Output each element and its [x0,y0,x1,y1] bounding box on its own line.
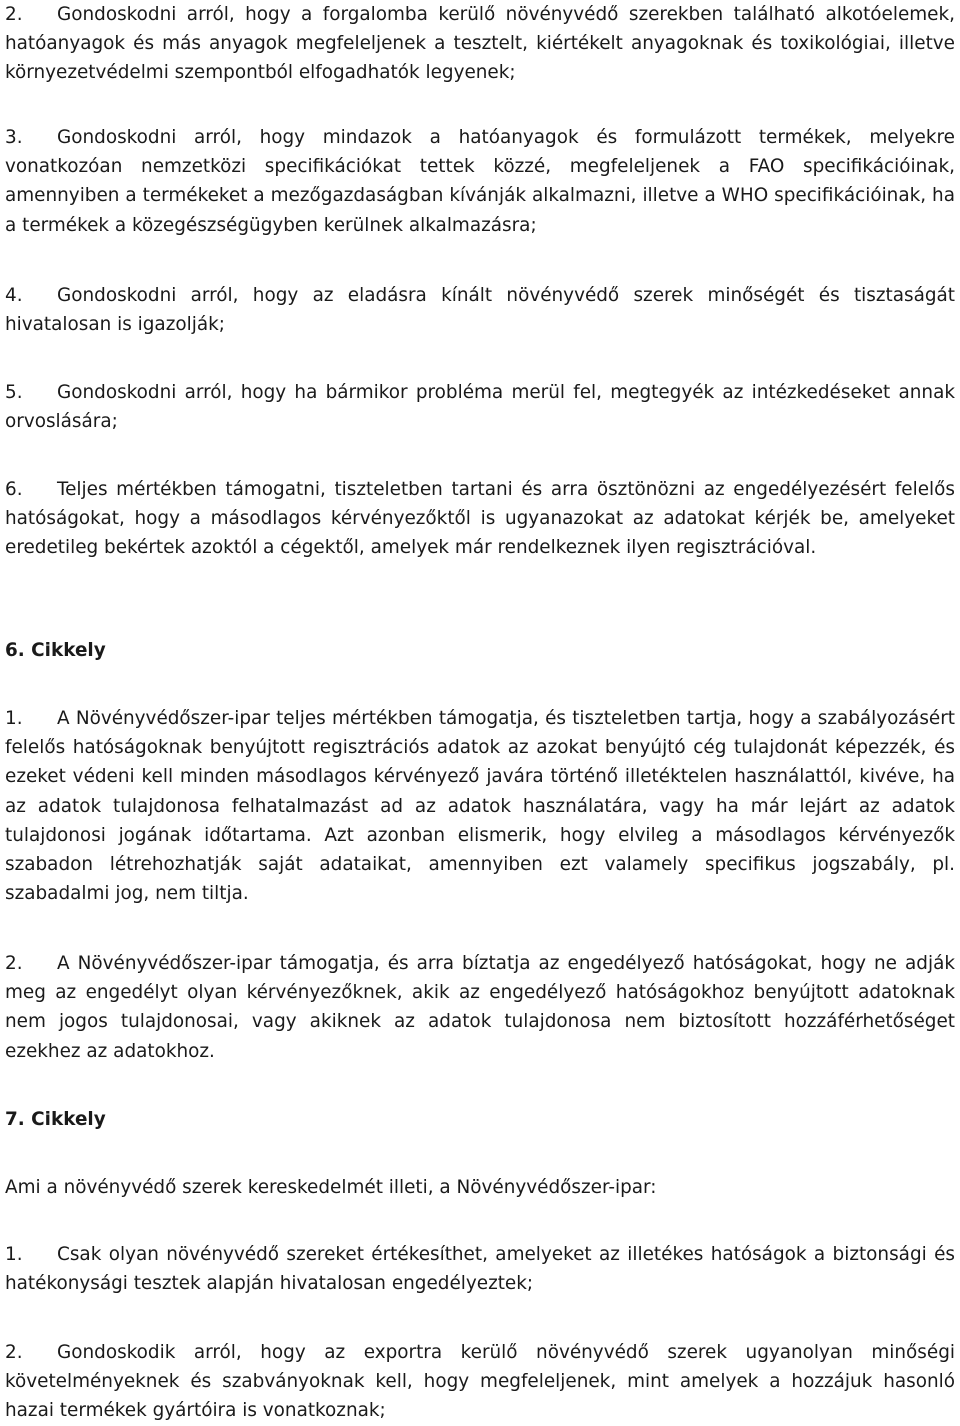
item-number: 4. [5,285,23,306]
item-text: Gondoskodni arról, hogy az eladásra kínált növényvédő szerek minőségét és tisztaságát hivatalosan is igazolják; [5,285,955,336]
list-item [5,1240,955,1298]
item-text: A Növényvédőszer-ipar teljes mértékben támogatja, és tiszteletben tartja, hogy a szabályozásért felelős hatóságoknak benyújtott regisztrációs adatok az azokat benyújtó cég tulajdonát képezzék, és ezeket védeni kell minden másodlagos kérvényező javára történő illetéktelen használattól, kivéve, ha az adatok tulajdonosa felhatalmazást ad az adatok használatára, vagy ha már lejárt az adatok tulajdonosi jogának időtartama. Azt azonban elismerik, hogy elvileg a másodlagos kérvényezők szabadon létrehozhatják saját adataikat, amennyiben ezt valamely specifikus jogszabály, pl. szabadalmi jog, nem tiltja. [5,708,955,905]
item-number: 1. [5,1244,23,1265]
item-number: 6. [5,479,23,500]
article-6-heading: 6. Cikkely [5,640,106,661]
item-text: A Növényvédőszer-ipar támogatja, és arra bíztatja az engedélyező hatóságokat, hogy ne adják meg az engedélyt olyan kérvényezőknek, akik az engedélyező hatóságokhoz benyújtott adatoknak nem jogos tulajdonosai, vagy akiknek az adatok tulajdonosa nem biztosított hozzáférhetőséget ezekhez az adatokhoz. [5,953,955,1062]
item-number: 3. [5,127,23,148]
list-item [5,0,955,88]
item-text: Gondoskodni arról, hogy ha bármikor probléma merül fel, megtegyék az intézkedéseket annak orvoslására; [5,382,955,433]
item-number: 1. [5,708,23,729]
list-item [5,949,955,1066]
list-item [5,123,955,240]
list-item [5,281,955,339]
item-number: 2. [5,953,23,974]
list-item [5,475,955,563]
item-text: Gondoskodni arról, hogy mindazok a hatóanyagok és formulázott termékek, melyekre vonatkozóan nemzetközi specifikációkat tettek közzé, megfeleljenek a FAO specifikációinak, amennyiben a termékeket a mezőgazdaságban kívánják alkalmazni, illetve a WHO specifikációinak, ha a termékek a közegészségügyben kerülnek alkalmazásra; [5,127,955,236]
list-item [5,1338,955,1426]
item-text: Gondoskodni arról, hogy a forgalomba kerülő növényvédő szerekben található alkotóelemek, hatóanyagok és más anyagok megfeleljenek a tesztelt, kiértékelt anyagoknak és toxikológiai, illetve környezetvédelmi szempontból elfogadhatók legyenek; [5,4,955,84]
article-7-intro: Ami a növényvédő szerek kereskedelmét illeti, a Növényvédőszer-ipar: [5,1177,657,1198]
item-number: 2. [5,4,23,25]
list-item [5,378,955,436]
item-text: Gondoskodik arról, hogy az exportra kerülő növényvédő szerek ugyanolyan minőségi követelményeknek és szabványoknak kell, hogy megfeleljenek, mint amelyek a hozzájuk hasonló hazai termékek gyártóira is vonatkoznak; [5,1342,955,1422]
article-7-heading: 7. Cikkely [5,1109,106,1130]
item-number: 5. [5,382,23,403]
item-text: Teljes mértékben támogatni, tiszteletben tartani és arra ösztönözni az engedélyezésért felelős hatóságokat, hogy a másodlagos kérvényezőktől is ugyanazokat az adatokat kérjék be, amelyeket eredetileg bekértek azoktól a cégektől, amelyek már rendelkeznek ilyen regisztrációval. [5,479,955,559]
item-text: Csak olyan növényvédő szereket értékesíthet, amelyeket az illetékes hatóságok a biztonsági és hatékonysági tesztek alapján hivatalosan engedélyeztek; [5,1244,955,1295]
item-number: 2. [5,1342,23,1363]
list-item [5,704,955,908]
